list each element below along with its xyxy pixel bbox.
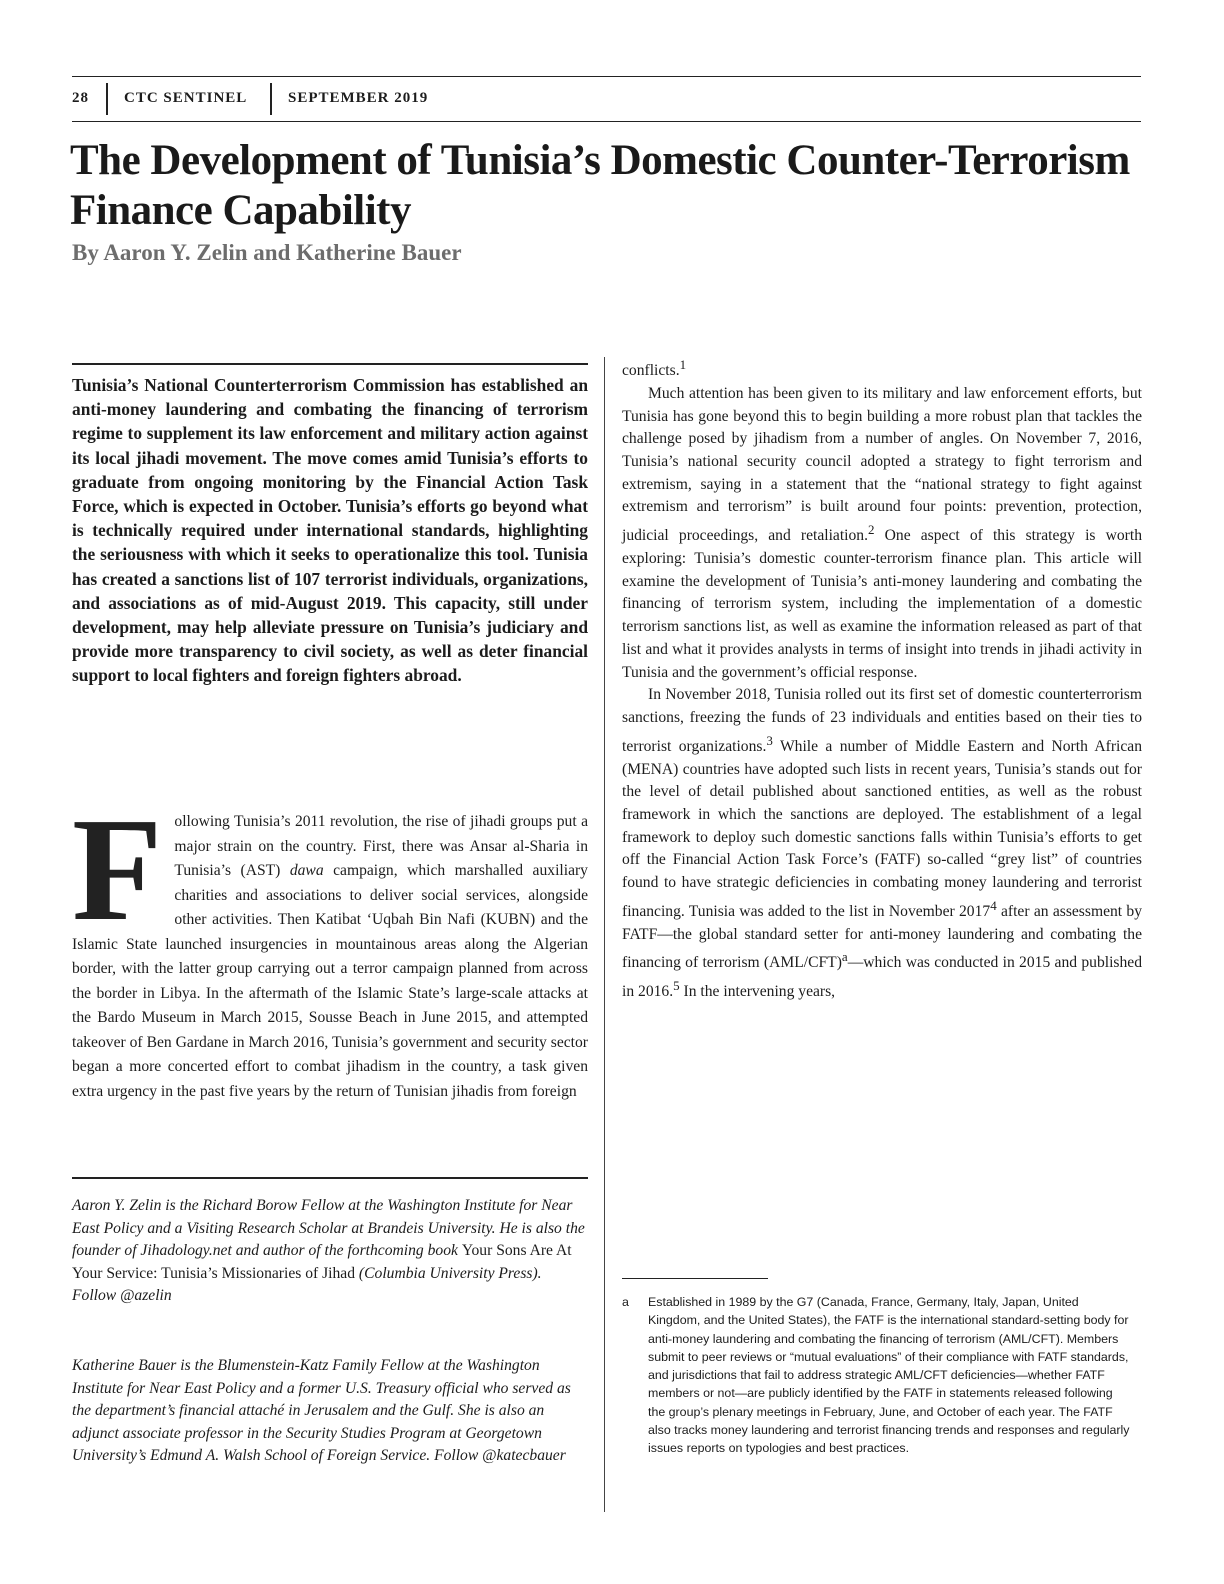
endnote-ref: 1	[679, 357, 687, 372]
endnote-ref: 3	[766, 732, 773, 748]
body-paragraph	[622, 684, 1142, 1004]
drop-cap: F	[72, 788, 163, 952]
header-separator	[106, 83, 108, 115]
page-number: 28	[72, 90, 89, 106]
article-title: The Development of Tunisia’s Domestic Counter-Terrorism Finance Capability	[70, 137, 1130, 234]
bio-text: Aaron Y. Zelin is the Richard Borow Fellow at the Washington Institute for Near East Policy and a Visiting Research Scholar at Brandeis University. He is also the founder of Jihadology.net and author of the forthcoming book	[72, 1197, 585, 1260]
footnote-rule	[622, 1278, 768, 1279]
bio-rule	[72, 1177, 588, 1179]
article-abstract: Tunisia’s National Counterterrorism Commission has established an anti-money laundering and combating the financing of terrorism regime to supplement its law enforcement and military action against its local jihadi movement. The move comes amid Tunisia’s efforts to graduate from ongoing monitoring by the Financial Action Task Force, which is expected in October. Tunisia’s efforts go beyond what is technically required under international standards, highlighting the seriousness with which it seeks to operationalize this tool. Tunisia has created a sanctions list of 107 terrorist individuals, organizations, and associations as of mid-August 2019. This capacity, still under development, may help alleviate pressure on Tunisia’s judiciary and provide more transparency to civil society, as well as deter financial support to local fighters and foreign fighters abroad.	[72, 375, 588, 686]
bio-text: (Columbia University Press). Follow @azelin	[72, 1264, 542, 1305]
intro-paragraph	[72, 788, 588, 1104]
running-header	[72, 76, 1141, 122]
intro-text: campaign, which marshalled auxiliary charities and associations to deliver social services, alongside other activities. Then Katibat ‘Uqbah Bin Nafi (KUBN) and the Islamic State launched insurgencies in mountainous areas along the Algerian border, with the latter group carrying out a terror campaign planned from across the border in Libya. In the aftermath of the Islamic State’s large-scale attacks at the Bardo Museum in March 2015, Sousse Beach in June 2015, and attempted takeover of Ben Gardane in March 2016, Tunisia’s government and security sector began a more concerted effort to combat jihadism in the country, a task given extra urgency in the past five years by the return of Tunisian jihadis from foreign	[72, 862, 588, 1100]
body-text: —which was conducted in 2015 and published in 2016.	[622, 954, 1142, 1001]
body-text: While a number of Middle Eastern and North African (MENA) countries have adopted such lists in recent years, Tunisia’s stands out for the level of detail published about sanctioned entities, as well as the robust framework in which the sanctions are deployed. The establishment of a legal framework to deploy such domestic sanctions falls within Tunisia’s efforts to get off the Financial Action Task Force’s (FATF) so-called “grey list” of countries found to have strategic deficiencies in combating money laundering and terrorist financing. Tunisia was added to the list in November 2017	[622, 737, 1142, 920]
issue-date: SEPTEMBER 2019	[288, 90, 429, 106]
footnote-ref: a	[841, 949, 848, 965]
body-text: conflicts.	[622, 362, 680, 380]
body-paragraph	[622, 383, 1142, 684]
body-paragraph	[622, 354, 1142, 383]
intro-italic-term: dawa	[289, 862, 324, 879]
abstract-rule	[72, 363, 588, 365]
footnote-label: a	[622, 1295, 629, 1309]
article-byline: By Aaron Y. Zelin and Katherine Bauer	[72, 240, 462, 265]
body-text: One aspect of this strategy is worth exploring: Tunisia’s domestic counter-terrorism finance plan. This article will examine the development of Tunisia’s anti-money laundering and combating the financing of terrorism system, including the implementation of a domestic terrorism sanctions list, as well as examine the information released as part of that list and what it provides analysts in terms of insight into trends in jihadi activity in Tunisia and the government’s official response.	[622, 527, 1142, 681]
author-bio-zelin	[72, 1195, 588, 1308]
publication-name: CTC SENTINEL	[124, 90, 248, 106]
bio-book-title: Your Sons Are At Your Service: Tunisia’s Missionaries of Jihad	[72, 1242, 572, 1282]
column-divider	[604, 357, 605, 1512]
endnote-ref: 4	[990, 897, 997, 913]
author-bio-bauer: Katherine Bauer is the Blumenstein-Katz Family Fellow at the Washington Institute for Near East Policy and a former U.S. Treasury official who served as the department’s financial attaché in Jerusalem and the Gulf. She is also an adjunct associate professor in the Security Studies Program at Georgetown University’s Edmund A. Walsh School of Foreign Service. Follow @katecbauer	[72, 1357, 571, 1465]
endnote-ref: 5	[673, 978, 680, 994]
header-separator	[270, 83, 272, 115]
body-text: Much attention has been given to its military and law enforcement efforts, but Tunisia has gone beyond this to begin building a more robust plan that tackles the challenge posed by jihadism from a number of angles. On November 7, 2016, Tunisia’s national security council adopted a strategy to fight terrorism and extremism, saying in a statement that the “national strategy to fight against extremism and terrorism” is built around four points: prevention, protection, judicial proceedings, and retaliation.	[622, 384, 1142, 545]
endnote-ref: 2	[868, 522, 875, 538]
right-column	[622, 354, 1142, 1004]
body-text: In November 2018, Tunisia rolled out its first set of domestic counterterrorism sanctions, freezing the funds of 23 individuals and entities based on their ties to terrorist organizations.	[622, 686, 1142, 755]
footnote-text: Established in 1989 by the G7 (Canada, France, Germany, Italy, Japan, United Kingdom, and the United States), the FATF is the international standard-setting body for anti-money laundering and combating the financing of terrorism (AML/CFT). Members submit to peer reviews or “mutual evaluations” of their compliance with FATF standards, and jurisdictions that fail to address strategic AML/CFT deficiencies—whether FATF members or not—are publicly identified by the FATF in statements released following the group’s plenary meetings in February, June, and October of each year. The FATF also tracks money laundering and terrorist financing trends and responses and regularly issues reports on typologies and best practices.	[648, 1295, 1130, 1456]
body-text: In the intervening years,	[679, 983, 836, 1001]
intro-text: ollowing Tunisia’s 2011 revolution, the rise of jihadi groups put a major strain on the country. First, there was Ansar al-Sharia in Tunisia’s (AST)	[174, 813, 588, 879]
body-text: after an assessment by FATF—the global standard setter for anti-money laundering and combating the financing of terrorism (AML/CFT)	[622, 902, 1143, 972]
